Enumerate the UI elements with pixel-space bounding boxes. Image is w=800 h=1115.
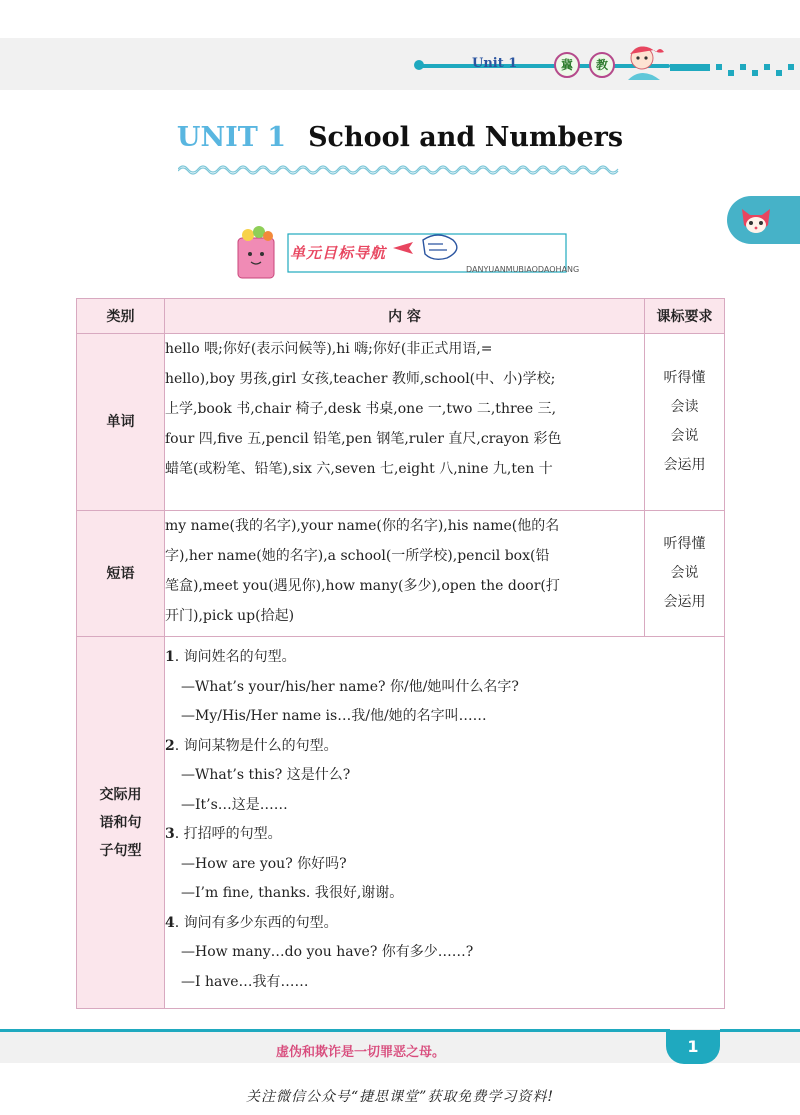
header-unit-label: Unit 1 — [472, 56, 518, 71]
sentence-heading-text: . 询问某物是什么的句型。 — [174, 737, 338, 754]
sentence-heading — [165, 732, 724, 762]
header-requirements: 课标要求 — [645, 299, 725, 334]
publisher-seal-ji: 冀 — [554, 52, 580, 78]
sentence-line: —What’s this? 这是什么? — [181, 767, 351, 783]
sentence-heading-text: . 打招呼的句型。 — [174, 826, 282, 842]
row-content — [165, 637, 725, 1009]
footer-motto: 虚伪和欺诈是一切罪恶之母。 — [276, 1045, 446, 1060]
content-line: 开门),pick up(拾起) — [165, 608, 295, 624]
sentence-number: 4 — [165, 914, 175, 931]
sentence-line: —I have…我有…… — [181, 973, 309, 990]
header-content: 内 容 — [165, 299, 645, 334]
row-content — [165, 511, 645, 637]
page-title — [0, 122, 800, 153]
sentence-line: —How many…do you have? 你有多少……? — [181, 944, 474, 960]
footer-line-decoration — [0, 1029, 670, 1032]
row-content — [165, 334, 645, 511]
unit-goals-table — [76, 298, 725, 1009]
sentence-number: 1 — [165, 649, 175, 665]
category-line: 交际用 — [99, 786, 142, 803]
cartoon-girl-icon — [620, 40, 668, 86]
requirement-item: 会读 — [670, 399, 699, 415]
sentence-heading-text: . 询问有多少东西的句型。 — [174, 914, 338, 931]
table-row-phrases — [77, 511, 725, 637]
cartoon-fox-icon — [738, 203, 774, 239]
title-wave-underline — [178, 163, 622, 175]
content-line: four 四,five 五,pencil 铅笔,pen 钢笔,ruler 直尺,crayon 彩色 — [165, 431, 562, 447]
section-banner-icon — [233, 226, 567, 284]
sentence-heading — [165, 909, 724, 939]
requirement-item: 会运用 — [663, 594, 706, 610]
content-line: 上学,book 书,chair 椅子,desk 书桌,one 一,two 二,three 三, — [165, 401, 557, 417]
section-banner-title: 单元目标导航 — [290, 244, 387, 262]
content-line: 蜡笔(或粉笔、铅笔),six 六,seven 七,eight 八,nine 九,ten 十 — [165, 461, 553, 477]
sentence-line: —I’m fine, thanks. 我很好,谢谢。 — [181, 885, 404, 901]
row-requirements — [645, 334, 725, 511]
footer-handwritten-note: 关注微信公众号“捷思课堂”获取免费学习资料! — [246, 1089, 554, 1105]
row-category — [77, 637, 165, 1009]
requirement-item: 会说 — [670, 428, 699, 444]
sentence-number: 3 — [165, 826, 175, 842]
category-line: 子句型 — [99, 842, 142, 859]
sentence-heading — [165, 820, 724, 850]
content-line: hello 喂;你好(表示问候等),hi 嗨;你好(非正式用语,= — [165, 341, 493, 357]
title-name: School and Numbers — [308, 122, 624, 153]
requirement-item: 听得懂 — [663, 370, 706, 386]
publisher-seal-jiao: 教 — [589, 52, 615, 78]
content-line: 字),her name(她的名字),a school(一所学校),pencil box(铅 — [165, 548, 550, 564]
section-banner-pinyin: DANYUANMUBIAODAOHANG — [466, 265, 580, 274]
table-row-words — [77, 334, 725, 511]
sentence-line: —What’s your/his/her name? 你/他/她叫什么名字? — [181, 678, 519, 695]
sentence-line: —How are you? 你好吗? — [181, 855, 347, 872]
sentence-heading — [165, 643, 724, 673]
page-number: 1 — [666, 1030, 720, 1064]
category-line: 语和句 — [99, 814, 142, 831]
row-category: 短语 — [77, 511, 165, 637]
content-line: 笔盒),meet you(遇见你),how many(多少),open the door(打 — [165, 578, 560, 594]
footer-line-decoration — [720, 1029, 800, 1032]
row-category: 单词 — [77, 334, 165, 511]
requirement-item: 会运用 — [663, 457, 706, 473]
table-row-sentences — [77, 637, 725, 1009]
sentence-line: —It’s…这是…… — [181, 796, 288, 813]
content-line: my name(我的名字),your name(你的名字),his name(他的名 — [165, 518, 560, 534]
checker-decoration — [670, 60, 800, 80]
requirement-item: 会说 — [670, 565, 699, 581]
row-requirements — [645, 511, 725, 637]
header-category: 类别 — [77, 299, 165, 334]
sentence-line: —My/His/Her name is…我/他/她的名字叫…… — [181, 708, 487, 724]
table-header-row — [77, 299, 725, 334]
sentence-number: 2 — [165, 737, 175, 754]
requirement-item: 听得懂 — [663, 536, 706, 552]
title-unit: UNIT 1 — [176, 122, 287, 153]
sentence-heading-text: . 询问姓名的句型。 — [174, 649, 296, 665]
content-line: hello),boy 男孩,girl 女孩,teacher 教师,school(中、小)学校; — [165, 371, 556, 387]
